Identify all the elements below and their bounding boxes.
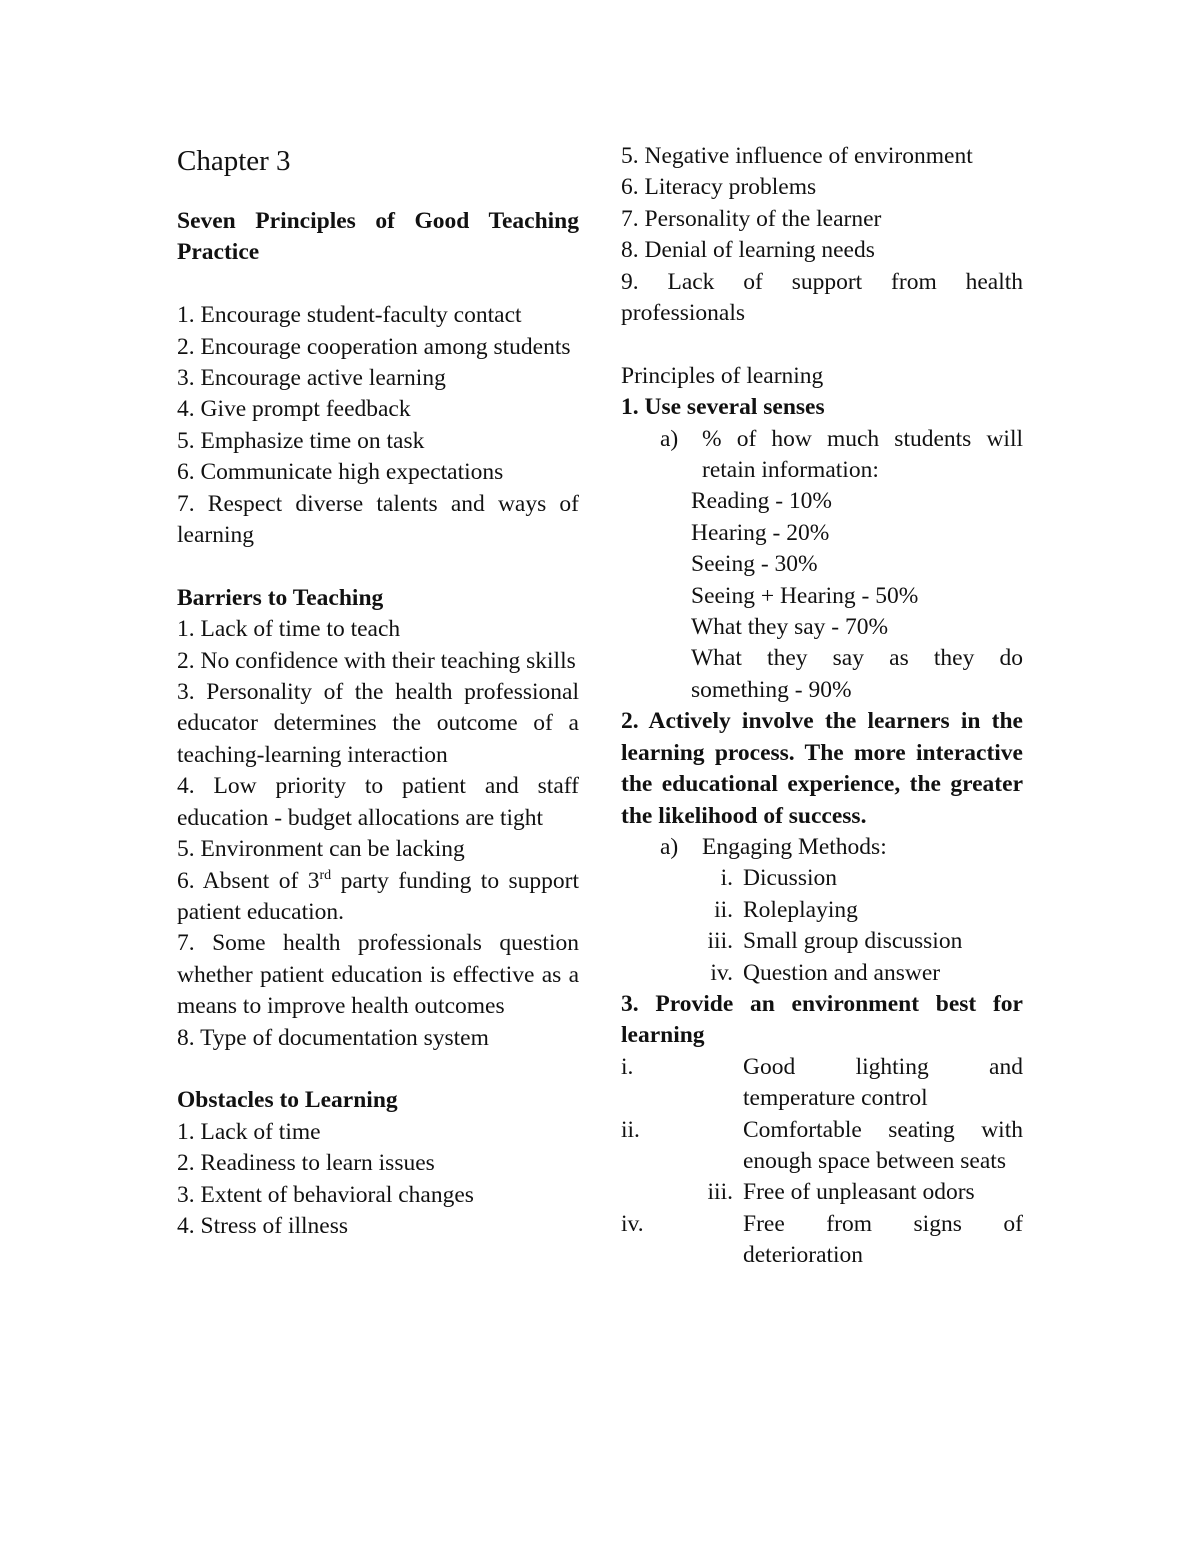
list-item: 3. Extent of behavioral changes	[177, 1181, 474, 1208]
superscript: rd	[319, 867, 332, 883]
obstacles-heading: Obstacles to Learning	[177, 1087, 398, 1114]
list-item: 2. No confidence with their teaching skills	[177, 647, 576, 674]
list-item: 5. Environment can be lacking	[177, 836, 465, 863]
principles-heading: Seven Principles of Good Teaching Practice	[177, 208, 579, 266]
left-column	[177, 141, 579, 1242]
list-item	[177, 866, 579, 929]
barrier6-post: party funding to support patient education.	[177, 867, 579, 925]
sub-item	[621, 832, 1023, 863]
environment-text: Free of unpleasant odors	[743, 1179, 975, 1206]
roman-marker: i.	[621, 1053, 634, 1080]
list-item: 8. Denial of learning needs	[621, 237, 875, 264]
right-column	[621, 141, 1023, 1272]
retention-item: Hearing - 20%	[691, 519, 830, 546]
method-item	[621, 895, 1023, 926]
principle-2-heading: 2. Actively involve the learners in the learning process. The more interactive the educational experience, the greater the likelihood of success.	[621, 708, 1023, 829]
method-item	[621, 926, 1023, 957]
environment-item	[621, 1177, 1023, 1208]
method-text: Roleplaying	[743, 896, 858, 923]
roman-marker: iii.	[707, 1179, 733, 1206]
retention-item: Reading - 10%	[691, 488, 832, 515]
list-item: 3. Encourage active learning	[177, 365, 446, 392]
chapter-title: Chapter 3	[177, 145, 291, 177]
method-item	[621, 863, 1023, 894]
roman-marker: iv.	[621, 1210, 644, 1237]
list-item: 2. Encourage cooperation among students	[177, 333, 571, 360]
barrier6-pre: 6. Absent of 3	[177, 867, 320, 894]
sub-text: % of how much students will retain information:	[702, 425, 1023, 484]
sub-text: Engaging Methods:	[702, 833, 887, 860]
list-item: 1. Lack of time to teach	[177, 616, 401, 643]
method-text: Dicussion	[743, 865, 837, 892]
retention-item: Seeing - 30%	[691, 551, 818, 578]
list-item: 5. Emphasize time on task	[177, 427, 425, 454]
spacer	[177, 269, 579, 300]
sub-marker: a)	[660, 425, 679, 452]
method-text: Question and answer	[743, 959, 941, 986]
spacer	[177, 551, 579, 582]
retention-item: Seeing + Hearing - 50%	[691, 582, 919, 609]
principles-learning-heading: Principles of learning	[621, 362, 824, 389]
list-item: 6. Communicate high expectations	[177, 459, 504, 486]
principle-3-heading: 3. Provide an environment best for learning	[621, 990, 1023, 1049]
spacer	[177, 1054, 579, 1085]
list-item: 6. Literacy problems	[621, 174, 817, 201]
list-item: 4. Give prompt feedback	[177, 396, 411, 423]
retention-item: What they say as they do something - 90%	[691, 645, 1023, 703]
list-item: 9. Lack of support from health professionals	[621, 268, 1023, 327]
list-item: 3. Personality of the health professional educator determines the outcome of a teaching-learning interaction	[177, 679, 579, 768]
roman-marker: ii.	[621, 1116, 640, 1143]
sub-item	[621, 424, 1023, 487]
environment-item	[621, 1115, 1023, 1178]
list-item: 4. Stress of illness	[177, 1212, 349, 1239]
retention-item: What they say - 70%	[691, 614, 889, 641]
principle-1-heading: 1. Use several senses	[621, 394, 825, 421]
list-item: 7. Some health professionals question whether patient education is effective as a means to improve health outcomes	[177, 930, 579, 1020]
method-text: Small group discussion	[743, 928, 963, 955]
environment-item	[621, 1209, 1023, 1272]
roman-marker: i.	[720, 865, 733, 892]
environment-item	[621, 1052, 1023, 1115]
list-item: 7. Respect diverse talents and ways of learning	[177, 490, 579, 549]
environment-text: Comfortable seating with enough space between seats	[743, 1116, 1023, 1174]
environment-text: Free from signs of deterioration	[743, 1210, 1023, 1269]
list-item: 1. Lack of time	[177, 1118, 321, 1145]
list-item: 8. Type of documentation system	[177, 1024, 489, 1051]
list-item: 5. Negative influence of environment	[621, 143, 973, 169]
barriers-heading: Barriers to Teaching	[177, 584, 384, 611]
list-item: 7. Personality of the learner	[621, 205, 882, 232]
environment-text: Good lighting and temperature control	[743, 1053, 1023, 1112]
roman-marker: iii.	[707, 928, 733, 955]
roman-marker: iv.	[710, 959, 733, 986]
spacer	[621, 329, 1023, 360]
method-item	[621, 958, 1023, 989]
sub-marker: a)	[660, 833, 679, 860]
list-item: 1. Encourage student-faculty contact	[177, 302, 522, 329]
roman-marker: ii.	[714, 896, 733, 923]
list-item: 2. Readiness to learn issues	[177, 1150, 435, 1177]
list-item: 4. Low priority to patient and staff education - budget allocations are tight	[177, 773, 579, 831]
